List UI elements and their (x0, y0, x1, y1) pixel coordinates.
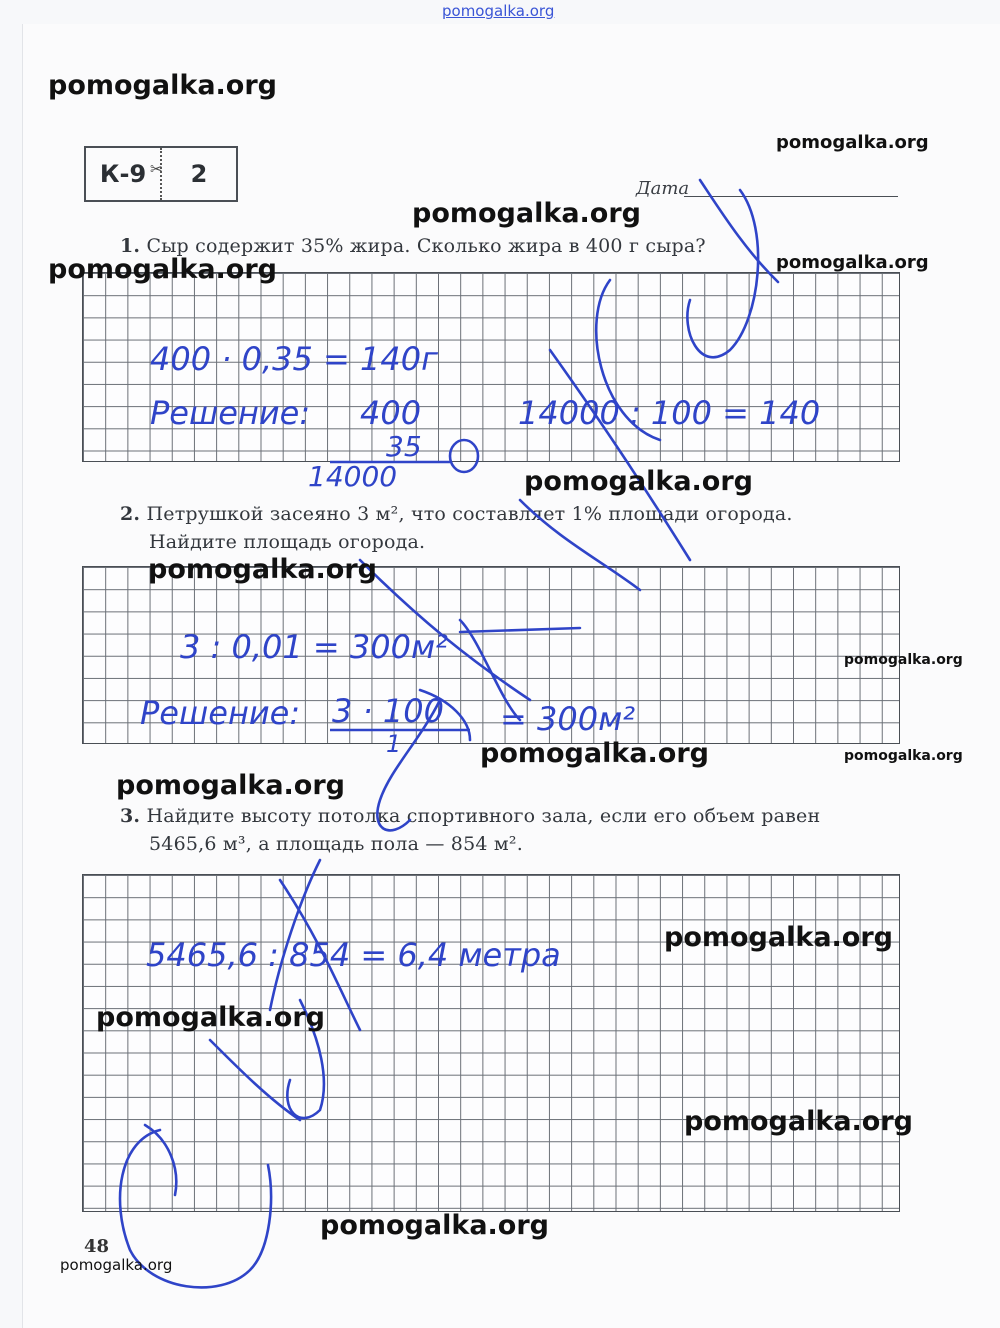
watermark: pomogalka.org (776, 132, 929, 153)
watermark: pomogalka.org (60, 1256, 173, 1274)
variant-label: К-9 (86, 148, 162, 200)
watermark: pomogalka.org (844, 652, 963, 668)
date-label: Дата (636, 178, 690, 199)
watermark-top-link[interactable]: pomogalka.org (442, 2, 555, 20)
task-3-text-line-2: 5465,6 м³, а площадь пола — 854 м². (149, 833, 523, 855)
hw-task2-fraction-den: 1 (386, 730, 402, 758)
watermark: pomogalka.org (480, 738, 709, 769)
hw-task2-result: = 300м² (500, 700, 636, 738)
hw-task1-product: 14000 (308, 460, 398, 493)
watermark: pomogalka.org (320, 1210, 549, 1241)
watermark: pomogalka.org (664, 922, 893, 953)
watermark: pomogalka.org (412, 198, 641, 229)
task-2-number: 2. (120, 503, 141, 525)
watermark: pomogalka.org (776, 252, 929, 273)
hw-task1-mult-top: 400 (360, 394, 422, 432)
watermark: pomogalka.org (48, 70, 277, 101)
hw-task2-solution-label: Решение: (140, 694, 301, 732)
hw-task1-mult-bottom: 35 (386, 430, 422, 463)
scissors-icon: ✂ (150, 160, 163, 178)
hw-task1-division: 14000 : 100 = 140 (518, 394, 821, 432)
watermark: pomogalka.org (116, 770, 345, 801)
hw-task2-fraction: 3 · 100 (332, 692, 444, 730)
task-2-text-line-2: Найдите площадь огорода. (149, 531, 426, 553)
task-3-text-line-1: Найдите высоту потолка спортивного зала, если его объем равен (146, 805, 821, 827)
hw-task1-solution-label: Решение: (150, 394, 311, 432)
task-3-number: 3. (120, 805, 141, 827)
watermark: pomogalka.org (524, 466, 753, 497)
page-number: 48 (84, 1236, 110, 1257)
watermark: pomogalka.org (148, 554, 377, 585)
watermark: pomogalka.org (48, 254, 277, 285)
hw-task3-line1: 5465,6 : 854 = 6,4 метра (146, 936, 561, 974)
watermark: pomogalka.org (844, 748, 963, 764)
task-1-text: Сыр содержит 35% жира. Сколько жира в 400 г сыра? (146, 235, 706, 257)
watermark: pomogalka.org (96, 1002, 325, 1033)
task-2-text-line-1: Петрушкой засеяно 3 м², что составляет 1% площади огорода. (146, 503, 793, 525)
variant-number: 2 (190, 160, 208, 188)
hw-task2-line1: 3 : 0,01 = 300м² (180, 628, 448, 666)
task-1-number: 1. (120, 235, 141, 257)
watermark: pomogalka.org (684, 1106, 913, 1137)
hw-task1-line1: 400 · 0,35 = 140г (150, 340, 438, 378)
